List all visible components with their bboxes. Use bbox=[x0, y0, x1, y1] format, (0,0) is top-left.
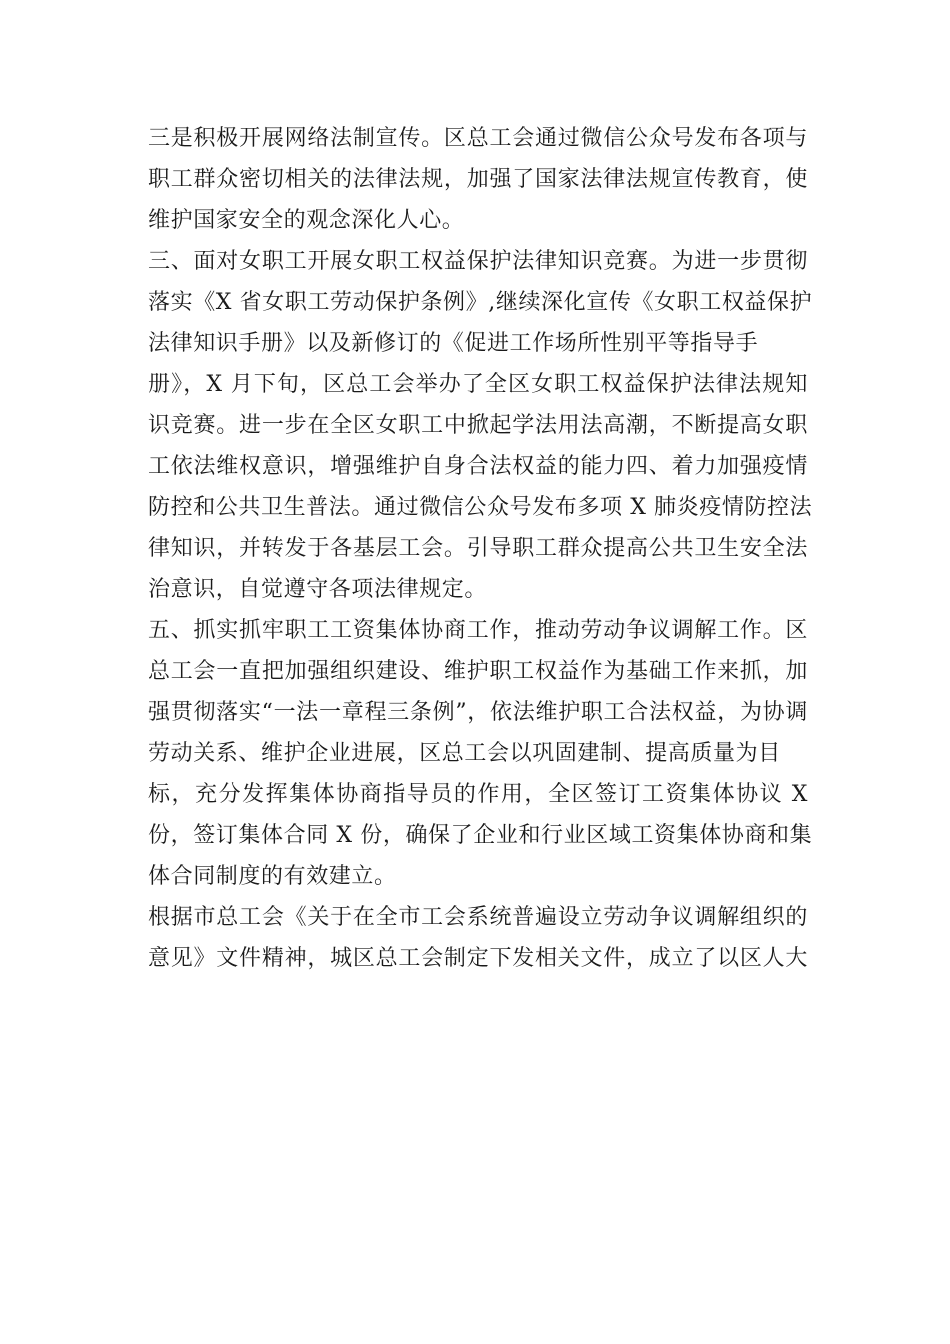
text-line: 防控和公共卫生普法。通过微信公众号发布多项 X 肺炎疫情防控法 bbox=[148, 495, 813, 520]
text-line: 工依法维权意识，增强维护自身合法权益的能力四、着力加强疫情 bbox=[148, 454, 808, 479]
text-line: 治意识，自觉遵守各项法律规定。 bbox=[148, 577, 488, 602]
text-line: 劳动关系、维护企业进展，区总工会以巩固建制、提高质量为目 bbox=[148, 741, 781, 766]
text-line: 律知识，并转发于各基层工会。引导职工群众提高公共卫生安全法 bbox=[148, 536, 808, 561]
text-line: 识竞赛。进一步在全区女职工中掀起学法用法高潮，不断提高女职 bbox=[148, 413, 808, 438]
text-line: 份，签订集体合同 X 份，确保了企业和行业区域工资集体协商和集 bbox=[148, 823, 813, 848]
text-line: 总工会一直把加强组织建设、维护职工权益作为基础工作来抓，加 bbox=[148, 659, 808, 684]
text-line: 三、面对女职工开展女职工权益保护法律知识竞赛。为进一步贯彻 bbox=[148, 249, 808, 274]
text-line: 强贯彻落实“一法一章程三条例”，依法维护职工合法权益，为协调 bbox=[148, 700, 808, 725]
text-line: 标，充分发挥集体协商指导员的作用，全区签订工资集体协议 X bbox=[148, 782, 808, 807]
text-line: 三是积极开展网络法制宣传。区总工会通过微信公众号发布各项与 bbox=[148, 126, 808, 151]
text-line: 落实《X 省女职工劳动保护条例》,继续深化宣传《女职工权益保护 bbox=[148, 290, 813, 315]
text-line: 根据市总工会《关于在全市工会系统普遍设立劳动争议调解组织的 bbox=[148, 905, 808, 930]
text-line: 维护国家安全的观念深化人心。 bbox=[148, 208, 465, 233]
text-line: 职工群众密切相关的法律法规，加强了国家法律法规宣传教育，使 bbox=[148, 167, 808, 192]
text-line: 体合同制度的有效建立。 bbox=[148, 864, 397, 889]
document-body bbox=[148, 118, 813, 979]
text-line: 意见》文件精神，城区总工会制定下发相关文件，成立了以区人大 bbox=[148, 946, 808, 971]
text-line: 册》，X 月下旬，区总工会举办了全区女职工权益保护法律法规知 bbox=[148, 372, 808, 397]
text-line: 法律知识手册》以及新修订的《促进工作场所性别平等指导手 bbox=[148, 331, 759, 356]
text-line: 五、抓实抓牢职工工资集体协商工作，推动劳动争议调解工作。区 bbox=[148, 618, 808, 643]
